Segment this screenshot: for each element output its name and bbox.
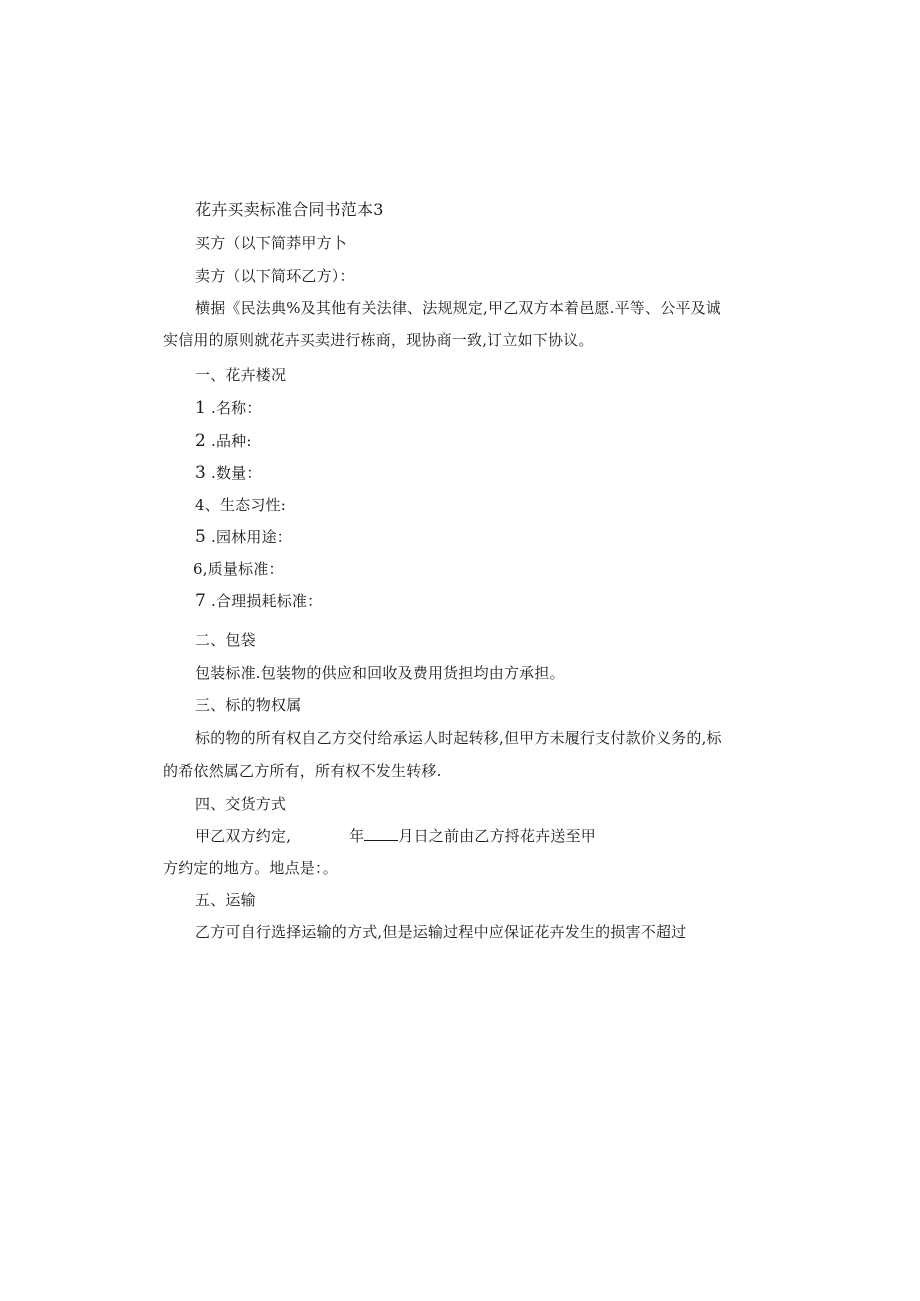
document-title: 花卉买卖标准合同书范本3 (195, 200, 384, 219)
list-item-number: 5 (195, 527, 207, 547)
list-item-text: .园林用途： (211, 528, 292, 546)
list-item-number: 7 (195, 591, 207, 611)
section-4-body-part-2: 月日之前由乙方捋花卉送至甲 (398, 827, 596, 845)
section-3-body-line-1: 标的物的所有权自乙方交付给承运人时起转移,但甲方未履行支付款价义务的,标 (195, 729, 722, 747)
list-item-text: 质量标准： (207, 560, 284, 578)
section-3-heading: 三、标的物权属 (195, 696, 302, 714)
intro-line-2: 实信用的原则就花卉买卖进行栋商，现协商一致,订立如下协议。 (163, 331, 594, 349)
list-item-text: .品种: (211, 432, 252, 450)
intro-line-1: 横据《民法典%及其他有关法律、法规规定,甲乙双方本着邑愿.平等、公平及诚 (195, 299, 721, 317)
list-item (195, 527, 292, 547)
section-2-body: 包装标准.包装物的供应和回收及费用货担均由方承担。 (195, 664, 565, 682)
section-5-body: 乙方可自行选择运输的方式,但是运输过程中应保证花卉发生的损害不超过 (195, 923, 687, 941)
list-item-text: .合理损耗标准： (211, 592, 323, 610)
section-2-heading: 二、包袋 (195, 631, 256, 649)
seller-line: 卖方（以下简环乙方）： (195, 267, 355, 285)
list-item (195, 398, 262, 418)
list-item (195, 591, 322, 611)
list-item-number: 2 (195, 431, 207, 451)
list-item (193, 559, 284, 579)
section-3-body-line-2: 的希依然属乙方所有，所有权不发生转移. (163, 762, 442, 780)
section-4-year: 年 (349, 827, 365, 845)
month-blank (364, 826, 398, 841)
section-4-body-line-1 (195, 826, 596, 846)
list-item (195, 431, 252, 451)
buyer-line: 买方（以下简莽甲方卜 (195, 234, 348, 252)
list-item-text: .数量： (211, 464, 262, 482)
section-5-heading: 五、运输 (195, 891, 256, 909)
list-item-number: 4、 (195, 496, 220, 514)
section-4-heading: 四、交货方式 (195, 795, 287, 813)
list-item (195, 463, 262, 483)
list-item (195, 495, 286, 515)
list-item-number: 1 (195, 398, 207, 418)
section-4-body-line-2: 方约定的地方。地点是：。 (163, 859, 338, 877)
section-4-body-part-1: 甲乙双方约定, (195, 827, 292, 845)
list-item-text: .名称： (211, 399, 262, 417)
section-1-heading: 一、花卉楼况 (195, 366, 287, 384)
list-item-number: 6, (193, 560, 208, 578)
list-item-number: 3 (195, 463, 207, 483)
list-item-text: 生态习性: (219, 496, 287, 514)
